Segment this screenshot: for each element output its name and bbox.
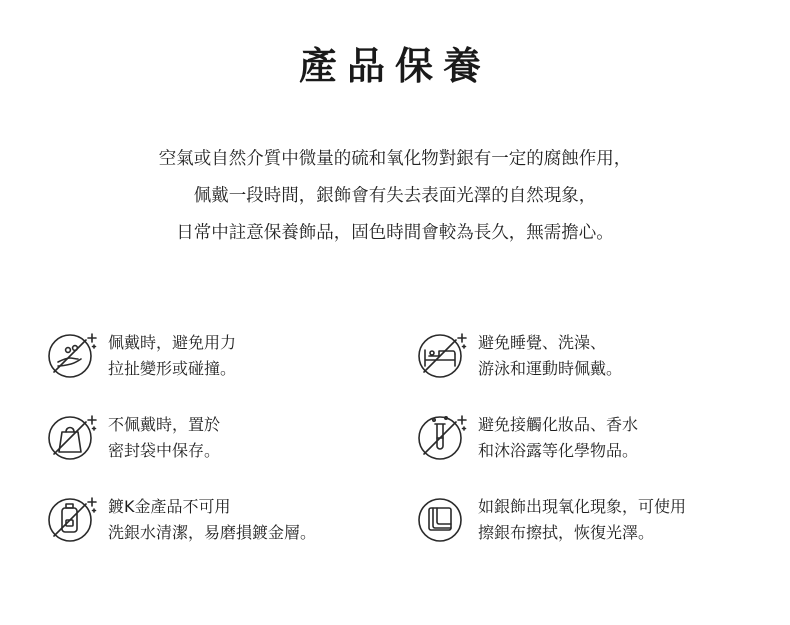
care-tip-text <box>108 330 236 382</box>
intro-line-1: 空氣或自然介質中微量的硫和氧化物對銀有一定的腐蝕作用， <box>158 149 632 169</box>
care-tip-text <box>478 330 622 382</box>
care-tip-line-1: 不佩戴時，置於 <box>108 415 221 434</box>
care-tip-text <box>108 412 220 464</box>
intro-line-2: 佩戴一段時間，銀飾會有失去表面光澤的自然現象， <box>193 186 597 206</box>
page-title: 產品保養 <box>298 43 491 88</box>
care-tip-avoid-chemicals <box>414 410 754 466</box>
care-tip-text <box>108 494 316 546</box>
care-tip-text <box>478 412 638 464</box>
care-tip-line-2: 洗銀水清潔，易磨損鍍金層。 <box>108 523 317 542</box>
care-tip-line-2: 密封袋中保存。 <box>108 441 221 460</box>
hand-sparkle-icon <box>44 328 100 384</box>
care-tip-line-1: 避免睡覺、洗澡、 <box>478 333 607 352</box>
care-tip-line-1: 避免接觸化妝品、香水 <box>478 415 639 434</box>
care-tip-line-2: 拉扯變形或碰撞。 <box>108 359 237 378</box>
no-sleep-bed-icon <box>414 328 470 384</box>
care-tip-gold-plated <box>44 492 374 548</box>
intro-paragraph <box>0 141 790 252</box>
no-water-cup-icon <box>44 492 100 548</box>
intro-line-3: 日常中註意保養飾品，固色時間會較為長久，無需擔心。 <box>176 223 614 243</box>
care-tip-storage <box>44 410 374 466</box>
care-tip-line-1: 佩戴時，避免用力 <box>108 333 237 352</box>
care-tip-line-2: 擦銀布擦拭，恢復光澤。 <box>478 523 655 542</box>
no-chemicals-test-tube-icon <box>414 410 470 466</box>
storage-bag-icon <box>44 410 100 466</box>
care-tip-avoid-force <box>44 328 374 384</box>
care-tip-avoid-activities <box>414 328 754 384</box>
care-tip-line-2: 和沐浴露等化學物品。 <box>478 441 639 460</box>
care-tip-line-1: 如銀飾出現氧化現象，可使用 <box>478 497 687 516</box>
care-tip-line-1: 鍍K金產品不可用 <box>108 497 231 516</box>
care-tip-polishing <box>414 492 754 548</box>
care-tip-text <box>478 494 686 546</box>
polishing-cloth-icon <box>414 492 470 548</box>
care-tip-line-2: 游泳和運動時佩戴。 <box>478 359 623 378</box>
